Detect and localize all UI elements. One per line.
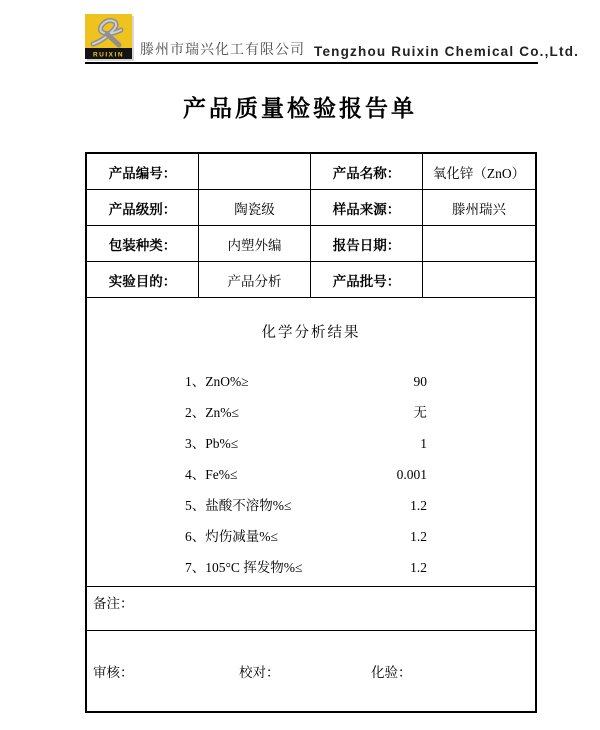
analysis-item-value: 1.2 <box>410 560 427 575</box>
analysis-item-value: 无 <box>413 405 427 420</box>
analysis-item-label: 4、Fe%≤ <box>185 467 238 482</box>
analysis-item-label: 2、Zn%≤ <box>185 405 239 420</box>
field-label-product-grade: 产品级别： <box>87 190 199 226</box>
field-label-report-date: 报告日期： <box>311 226 423 262</box>
signatures-row <box>87 631 535 711</box>
field-label-product-name: 产品名称： <box>311 154 423 190</box>
company-header <box>85 12 580 64</box>
info-grid <box>87 154 535 298</box>
analysis-item <box>87 397 535 428</box>
field-label-product-no: 产品编号： <box>87 154 199 190</box>
signature-test-label: 化验： <box>371 665 412 680</box>
field-value-product-grade: 陶瓷级 <box>199 190 311 226</box>
analysis-item-label: 5、盐酸不溶物%≤ <box>185 498 292 513</box>
signature-review-label: 审核： <box>93 665 134 680</box>
analysis-item-label: 1、ZnO%≥ <box>185 374 249 389</box>
field-label-test-purpose: 实验目的： <box>87 262 199 298</box>
analysis-section <box>87 298 535 587</box>
ruixin-logo <box>85 14 132 59</box>
report-title: 产品质量检验报告单 <box>183 95 417 121</box>
field-value-batch-no <box>423 262 535 298</box>
analysis-item-value: 1 <box>420 436 427 451</box>
company-name-chinese: 滕州市瑞兴化工有限公司 <box>140 43 305 58</box>
analysis-item-value: 90 <box>413 374 427 389</box>
remarks-label: 备注： <box>93 596 134 611</box>
signature-proofread-label: 校对： <box>239 665 280 680</box>
analysis-item <box>87 428 535 459</box>
field-value-product-name: 氧化锌（ZnO） <box>423 154 535 190</box>
field-value-sample-source: 滕州瑞兴 <box>423 190 535 226</box>
field-label-sample-source: 样品来源： <box>311 190 423 226</box>
field-value-packing-type: 内塑外编 <box>199 226 311 262</box>
analysis-item-value: 1.2 <box>410 498 427 513</box>
analysis-item <box>87 552 535 583</box>
field-value-product-no <box>199 154 311 190</box>
remarks-row <box>87 587 535 631</box>
analysis-item <box>87 521 535 552</box>
field-label-batch-no: 产品批号： <box>311 262 423 298</box>
report-table <box>85 152 537 713</box>
analysis-item <box>87 366 535 397</box>
analysis-items <box>87 366 535 583</box>
analysis-item-value: 0.001 <box>396 467 427 482</box>
analysis-heading: 化学分析结果 <box>261 325 361 341</box>
analysis-item-label: 7、105°C 挥发物%≤ <box>185 560 303 575</box>
analysis-item-value: 1.2 <box>410 529 427 544</box>
field-value-test-purpose: 产品分析 <box>199 262 311 298</box>
field-value-report-date <box>423 226 535 262</box>
analysis-item-label: 3、Pb%≤ <box>185 436 239 451</box>
company-name-english: Tengzhou Ruixin Chemical Co.,Ltd. <box>314 44 580 59</box>
analysis-item <box>87 490 535 521</box>
field-label-packing-type: 包装种类： <box>87 226 199 262</box>
ruixin-logo-icon <box>85 14 132 59</box>
analysis-item-label: 6、灼伤减量%≤ <box>185 529 278 544</box>
ruixin-logo-text: RUIXIN <box>92 51 125 59</box>
analysis-item <box>87 459 535 490</box>
